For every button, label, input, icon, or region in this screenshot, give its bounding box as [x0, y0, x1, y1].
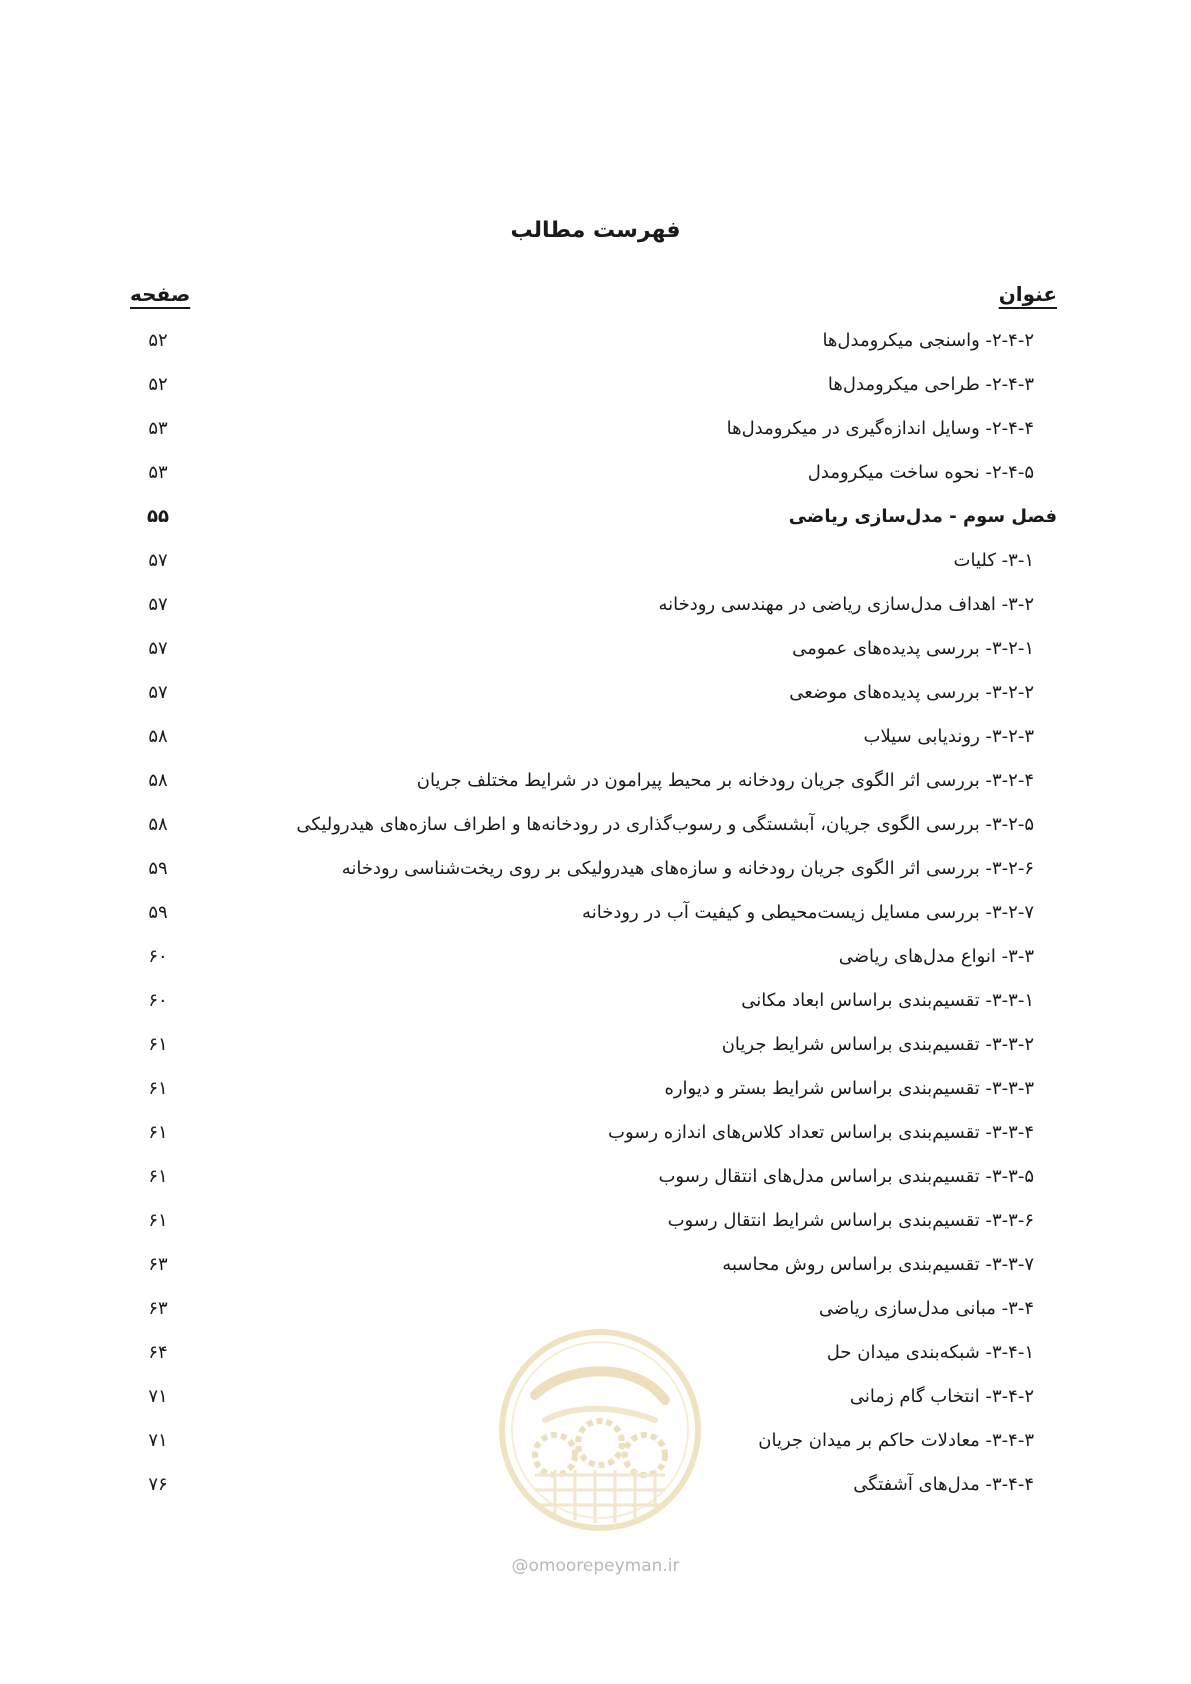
toc-row — [0, 630, 1191, 674]
toc-entry-title: ۲-۴-۴- وسایل اندازه‌گیری در میکرومدل‌ها — [726, 418, 1034, 439]
toc-row — [0, 762, 1191, 806]
toc-row — [0, 1026, 1191, 1070]
toc-row — [0, 1246, 1191, 1290]
toc-entry-title: ۳-۲-۳- روندیابی سیلاب — [863, 726, 1034, 747]
column-header-page: صفحه — [130, 282, 191, 306]
column-header-title: عنوان — [998, 282, 1057, 306]
toc-entry-title: ۳-۴-۴- مدل‌های آشفتگی — [853, 1474, 1034, 1495]
toc-row — [0, 850, 1191, 894]
toc-entry-title: فصل سوم - مدل‌سازی ریاضی — [788, 506, 1057, 527]
toc-entry-page: ۶۱ — [148, 1122, 168, 1143]
toc-entry-title: ۳-۳-۶- تقسیم‌بندی براساس شرایط انتقال رسوب — [667, 1210, 1034, 1231]
toc-row — [0, 586, 1191, 630]
toc-entry-page: ۵۵ — [147, 506, 169, 527]
toc-entry-page: ۷۱ — [148, 1386, 168, 1407]
toc-entry-page: ۵۳ — [148, 462, 168, 483]
toc-entry-title: ۲-۴-۳- طراحی میکرومدل‌ها — [827, 374, 1034, 395]
watermark-url: @omoorepeyman.ir — [511, 1556, 680, 1576]
toc-row — [0, 938, 1191, 982]
toc-entry-title: ۲-۴-۲- واسنجی میکرومدل‌ها — [822, 330, 1034, 351]
toc-entry-page: ۶۱ — [148, 1210, 168, 1231]
toc-row — [0, 894, 1191, 938]
toc-entry-page: ۵۷ — [148, 682, 168, 703]
toc-entry-title: ۳-۴-۱- شبکه‌بندی میدان حل — [826, 1342, 1034, 1363]
toc-entry-page: ۶۰ — [148, 946, 168, 967]
toc-entry-title: ۳-۴-۲- انتخاب گام زمانی — [849, 1386, 1034, 1407]
toc-row — [0, 498, 1191, 542]
toc-entry-page: ۵۸ — [148, 770, 168, 791]
toc-entry-page: ۶۱ — [148, 1166, 168, 1187]
toc-row — [0, 1158, 1191, 1202]
toc-row — [0, 1114, 1191, 1158]
toc-row — [0, 322, 1191, 366]
watermark-logo — [495, 1325, 705, 1535]
page-title: فهرست مطالب — [510, 218, 681, 243]
toc-entry-title: ۳-۲-۵- بررسی الگوی جریان، آبشستگی و رسوب‌گذاری در رودخانه‌ها و اطراف سازه‌های هیدرولیکی — [296, 814, 1034, 835]
toc-row — [0, 454, 1191, 498]
toc-entry-page: ۵۲ — [148, 374, 168, 395]
toc-entry-page: ۵۷ — [148, 550, 168, 571]
toc-entry-title: ۳-۲-۶- بررسی اثر الگوی جریان رودخانه و سازه‌های هیدرولیکی بر روی ریخت‌شناسی رودخانه — [341, 858, 1034, 879]
toc-row — [0, 1202, 1191, 1246]
toc-entry-page: ۵۸ — [148, 814, 168, 835]
toc-entry-page: ۵۳ — [148, 418, 168, 439]
toc-entry-title: ۳-۳-۲- تقسیم‌بندی براساس شرایط جریان — [721, 1034, 1034, 1055]
toc-entry-title: ۳-۱- کلیات — [953, 550, 1034, 571]
toc-entry-title: ۳-۲-۱- بررسی پدیده‌های عمومی — [792, 638, 1034, 659]
toc-entry-title: ۳-۲-۲- بررسی پدیده‌های موضعی — [789, 682, 1034, 703]
toc-entry-page: ۵۲ — [148, 330, 168, 351]
toc-row — [0, 806, 1191, 850]
toc-entry-title: ۲-۴-۵- نحوه ساخت میکرومدل — [807, 462, 1034, 483]
toc-entry-page: ۵۹ — [148, 902, 168, 923]
toc-entry-title: ۳-۳-۳- تقسیم‌بندی براساس شرایط بستر و دیواره — [664, 1078, 1034, 1099]
toc-entry-page: ۵۷ — [148, 638, 168, 659]
toc-row — [0, 718, 1191, 762]
toc-entry-page: ۷۶ — [148, 1474, 168, 1495]
toc-entry-page: ۷۱ — [148, 1430, 168, 1451]
toc-entry-page: ۵۹ — [148, 858, 168, 879]
toc-row — [0, 674, 1191, 718]
toc-entry-title: ۳-۳-۱- تقسیم‌بندی براساس ابعاد مکانی — [741, 990, 1034, 1011]
toc-entry-title: ۳-۳-۵- تقسیم‌بندی براساس مدل‌های انتقال رسوب — [658, 1166, 1034, 1187]
toc-entry-page: ۵۸ — [148, 726, 168, 747]
toc-row — [0, 982, 1191, 1026]
toc-entry-page: ۵۷ — [148, 594, 168, 615]
toc-entry-page: ۶۳ — [148, 1254, 168, 1275]
toc-entry-title: ۳-۴-۳- معادلات حاکم بر میدان جریان — [758, 1430, 1034, 1451]
toc-entry-page: ۶۳ — [148, 1298, 168, 1319]
toc-row — [0, 366, 1191, 410]
toc-entry-page: ۶۴ — [148, 1342, 168, 1363]
toc-entry-page: ۶۱ — [148, 1034, 168, 1055]
toc-entry-title: ۳-۳-۴- تقسیم‌بندی براساس تعداد کلاس‌های اندازه رسوب — [608, 1122, 1034, 1143]
toc-entry-title: ۳-۲- اهداف مدل‌سازی ریاضی در مهندسی رودخانه — [658, 594, 1034, 615]
toc-row — [0, 542, 1191, 586]
toc-row — [0, 1070, 1191, 1114]
toc-entry-title: ۳-۴- مبانی مدل‌سازی ریاضی — [818, 1298, 1034, 1319]
toc-entry-title: ۳-۲-۴- بررسی اثر الگوی جریان رودخانه بر محیط پیرامون در شرایط مختلف جریان — [416, 770, 1034, 791]
toc-entry-title: ۳-۳-۷- تقسیم‌بندی براساس روش محاسبه — [722, 1254, 1034, 1275]
toc-entry-title: ۳-۲-۷- بررسی مسایل زیست‌محیطی و کیفیت آب در رودخانه — [582, 902, 1034, 923]
toc-entry-page: ۶۰ — [148, 990, 168, 1011]
toc-row — [0, 410, 1191, 454]
toc-entry-title: ۳-۳- انواع مدل‌های ریاضی — [838, 946, 1034, 967]
toc-entry-page: ۶۱ — [148, 1078, 168, 1099]
